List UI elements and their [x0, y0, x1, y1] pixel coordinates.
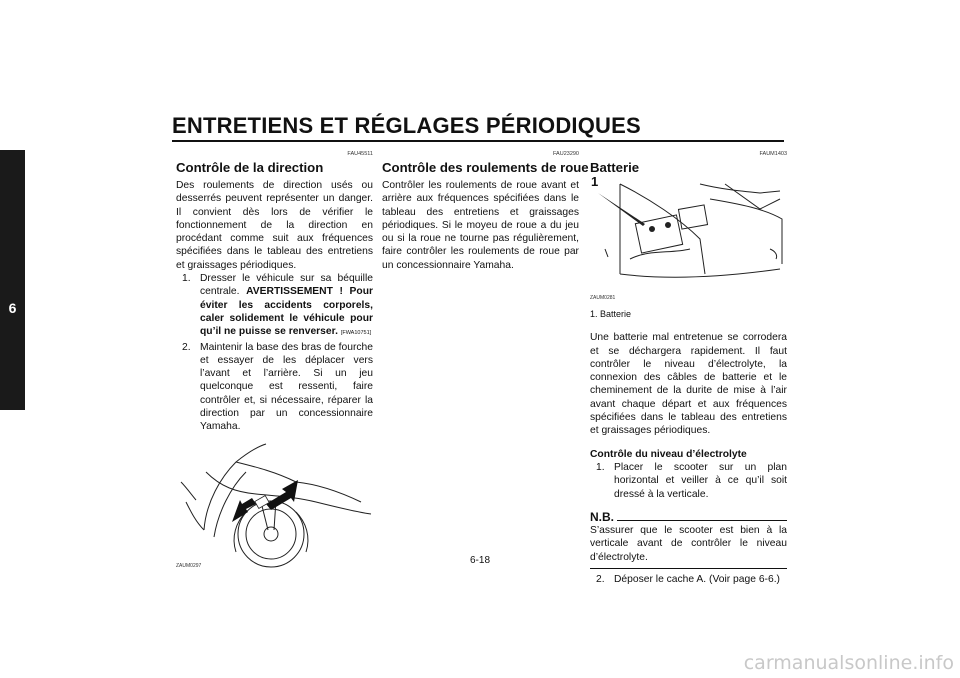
steps-list: [176, 272, 373, 434]
section-code: FAU45511: [347, 151, 373, 157]
steps-list: [590, 573, 787, 586]
page-title: ENTRETIENS ET RÉGLAGES PÉRIODIQUES: [172, 113, 641, 138]
section-code: FAUM1403: [759, 151, 787, 157]
section-wheel-bearings: [382, 150, 589, 272]
subsection-title: Contrôle du niveau d’électrolyte: [590, 448, 747, 460]
figure-callout: 1: [591, 174, 599, 189]
watermark-logo: carmanualsonline.info: [743, 652, 954, 674]
figure-caption: 1. Batterie: [590, 309, 632, 319]
section-title: Contrôle de la direction: [176, 160, 324, 175]
section-intro: Des roulements de direction usés ou desserrés peuvent représenter un danger. Il convient dès lors de vérifier le fonctionnement de la direction en procédant comme suit aux fréquences spécifiées dans le tableau des entretiens et graissages périodiques.: [176, 180, 373, 271]
section-steering: [176, 150, 373, 572]
section-code: FAU23290: [553, 151, 579, 157]
section-battery: [590, 150, 787, 586]
step-number: 2.: [182, 341, 191, 353]
note-header: [590, 511, 787, 524]
section-text: Contrôler les roulements de roue avant et arrière aux fréquences spécifiées dans le tableau des entretiens et graissages périodiques. Si le moyeu de roue a du jeu ou si la roue ne tourne pas régulièrement, faire contrôler les roulements de roue par un concessionnaire Yamaha.: [382, 180, 579, 271]
figure-code: ZAUM0297: [176, 562, 202, 569]
figure-code: ZAUM0281: [590, 295, 616, 301]
step-text: Déposer le cache A. (Voir page 6-6.): [614, 574, 780, 586]
header-rule: [172, 140, 784, 142]
page-number: 6-18: [469, 555, 490, 566]
list-item: [176, 341, 373, 434]
list-item: [590, 573, 787, 586]
section-text: Une batterie mal entretenue se corrodera et se déchargera rapidement. Il faut contrôler le niveau d’électrolyte, la connexion des câbles de batterie et le cheminement de la durite de mise à l’air avant chaque départ et aux fréquences spécifiées dans le tableau des entretiens et graissages périodiques.: [590, 332, 787, 437]
step-text: Placer le scooter sur un plan horizontal et veiller à ce qu’il soit dressé à la verticale.: [614, 461, 787, 500]
section-title: Contrôle des roulements de roue: [382, 160, 589, 175]
steps-list: [590, 461, 787, 501]
note-label: N.B.: [590, 509, 614, 524]
step-text: Dresser le véhicule sur sa béquille centrale.: [200, 273, 373, 298]
step-text: Maintenir la base des bras de fourche et essayer de les déplacer vers l’avant et l’arrière. Si un jeu quelconque est ressenti, faire contrôler et, si nécessaire, réparer la direction par un concessionnaire Yamaha.: [200, 341, 373, 433]
list-item: [590, 461, 787, 501]
chapter-tab: 6: [0, 150, 25, 410]
warning-text: AVERTISSEMENT ! Pour éviter les accidents corporels, caler solidement le véhicule pour qu’il ne puisse se renverser.: [200, 286, 373, 338]
battery-illustration: [590, 174, 787, 304]
step-number: 2.: [596, 574, 605, 586]
step-number: 1.: [182, 273, 191, 285]
section-title: Batterie: [590, 160, 640, 175]
battery-drawing: [590, 179, 787, 304]
steering-illustration: [176, 442, 373, 572]
list-item: [176, 272, 373, 340]
step-number: 1.: [596, 461, 605, 473]
note-rule: [617, 520, 787, 521]
scooter-front-drawing: [176, 442, 373, 572]
note-text: S’assurer que le scooter est bien à la verticale avant de contrôler le niveau d’électrolyte.: [590, 525, 787, 563]
warning-code: [FWA10751]: [340, 330, 372, 337]
